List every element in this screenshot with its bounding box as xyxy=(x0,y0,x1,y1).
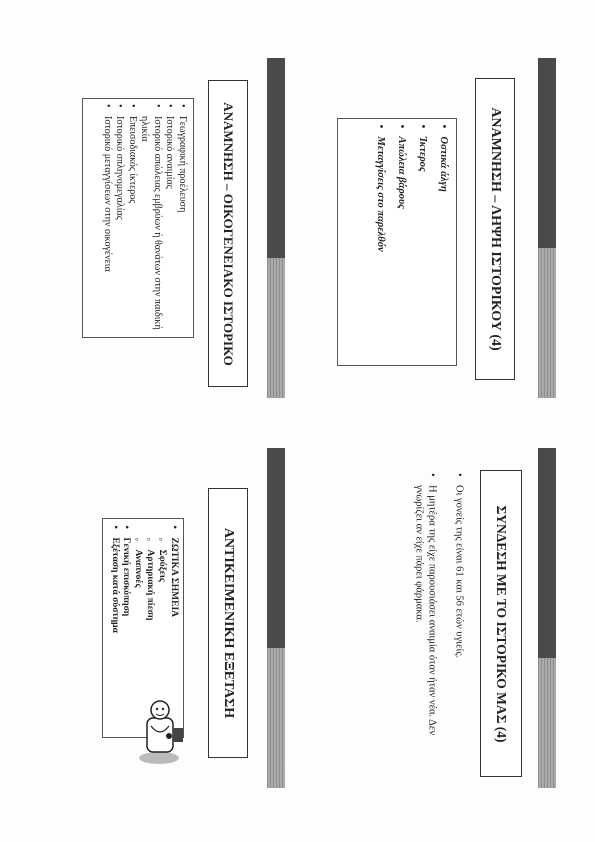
slide-connection-history xyxy=(370,448,560,788)
list-item: • Οι γονείς της είναι 61 και 56 ετών υγιείς. xyxy=(452,473,465,763)
list-item: • Απώλεια βάρους xyxy=(395,125,408,360)
bullet-list xyxy=(412,473,465,763)
list-item: ▫ Αρτηριακή πίεση xyxy=(143,526,155,731)
slide-shaded-bar xyxy=(538,658,556,788)
slide-physical-exam xyxy=(62,448,287,788)
list-item: • Ιστορικό απώλειας εμβρύων ή θανάτων στην παιδική ηλικία xyxy=(138,104,163,332)
list-item: ▫ Σφύξεις xyxy=(155,526,167,731)
slide-shaded-bar xyxy=(538,248,556,398)
slide-title-box xyxy=(208,488,248,758)
bullet-list xyxy=(101,104,189,332)
slide-title: ΣΥΝΔΕΣΗ ΜΕ ΤΟ ΙΣΤΟΡΙΚΟ ΜΑΣ (4) xyxy=(494,504,509,743)
slide-title: ΑΝΑΜΝΗΣΗ – ΟΙΚΟΓΕΝΕΙΑΚΟ ΙΣΤΟΡΙΚΟ xyxy=(221,101,236,366)
slide-content-box xyxy=(82,98,194,338)
slide-history-symptoms xyxy=(305,58,560,398)
list-item: • Εξέταση κατά σύστημα xyxy=(108,526,120,731)
list-item: • Γενική επισκόπηση xyxy=(120,526,132,731)
list-item: • Ίκτερος xyxy=(416,125,429,360)
list-item: • Γεωγραφική προέλευση xyxy=(176,104,189,332)
slide-title: ΑΝΤΙΚΕΙΜΕΝΙΚΗ ΕΞΕΤΑΣΗ xyxy=(221,527,236,719)
list-item: • Η μητέρα της είχε παρουσιάσει αναιμία όταν ήταν νέα. Δεν γνωρίζει αν είχε πάρει φάρμακα. xyxy=(412,473,438,763)
slide-family-history xyxy=(62,58,287,398)
doctor-clipart-icon xyxy=(137,698,187,768)
list-item: ▫ Αναπνοές xyxy=(132,526,144,731)
slide-title-box xyxy=(475,78,515,380)
slide-shaded-bar xyxy=(267,258,285,398)
list-item: • Ιστορικό αναιμίας xyxy=(163,104,176,332)
list-item: • ΖΩΤΙΚΑ ΣΗΜΕΙΑ xyxy=(167,526,179,731)
slide-title: ΑΝΑΜΝΗΣΗ – ΛΗΨΗ ΙΣΤΟΡΙΚΟΥ (4) xyxy=(488,107,503,351)
bullet-list xyxy=(374,125,451,360)
list-item: • Οστικά άλγη xyxy=(437,125,450,360)
slide-content xyxy=(375,468,470,768)
list-item: • Ιστορικό σπληνομεγαλίας xyxy=(113,104,126,332)
list-item: • Επεισοδιακός ίκτερος xyxy=(126,104,139,332)
slide-content-box xyxy=(337,118,457,366)
slide-title-box xyxy=(208,80,248,387)
slide-shaded-bar xyxy=(267,648,285,788)
list-item: • Ιστορικό μεταγγίσεων στην οικογένεια xyxy=(101,104,114,332)
list-item: • Μεταγγίσεις στο παρελθόν xyxy=(374,125,387,360)
slide-title-box xyxy=(480,470,522,777)
